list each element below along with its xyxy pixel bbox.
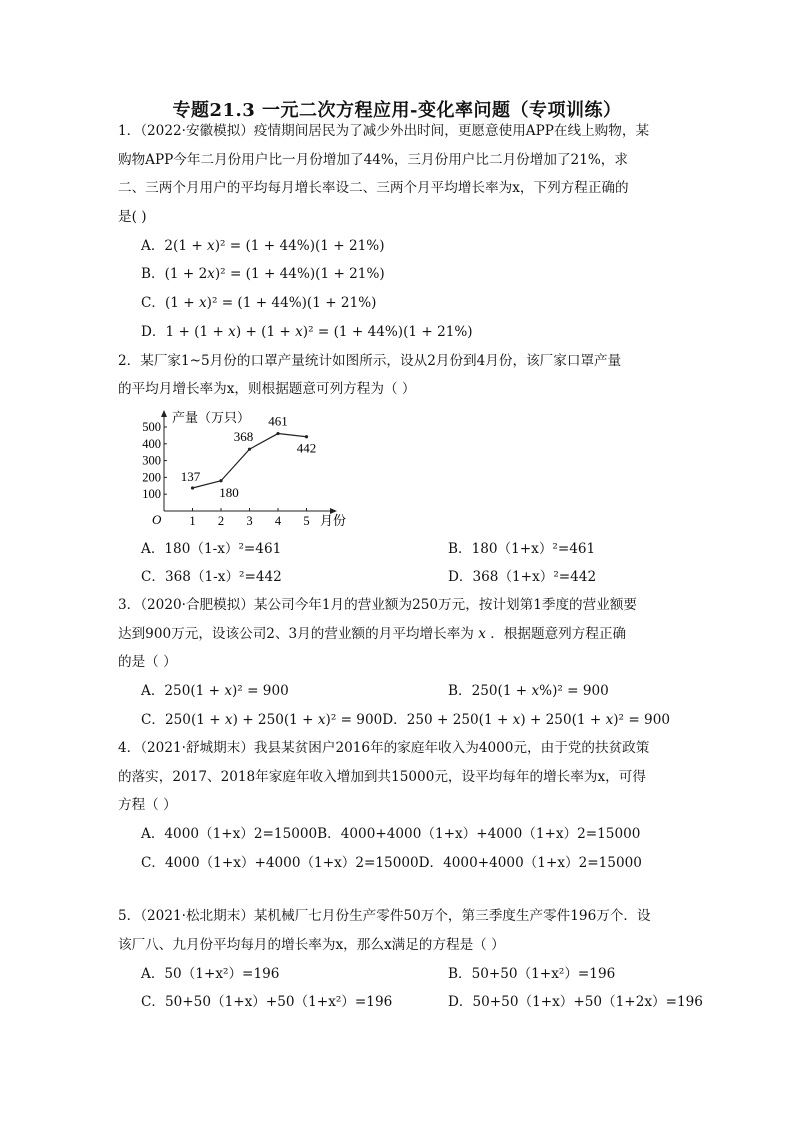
production-line-chart: [140, 408, 370, 533]
q2-line-2: 的平均月增长率为x，则根据题意可列方程为（ ）: [118, 381, 416, 397]
q5-option-d: D．50+50（1+x）+50（1+2x）=196: [448, 994, 703, 1010]
y-tick-label: 400: [142, 436, 161, 451]
chart-y-ticks: [142, 420, 167, 501]
x-tick-label: 2: [217, 514, 225, 528]
q5-option-b: B．50+50（1+x²）=196: [448, 966, 616, 982]
q3-option-a: A．250(1 + 𝑥)² = 900: [141, 683, 289, 699]
x-tick-label: 5: [303, 514, 310, 528]
data-point: [191, 486, 194, 489]
q4-option-c-d: C．4000（1+x）+4000（1+x）2=15000D．4000+4000（1+x）2=15000: [141, 855, 642, 871]
q5-option-c: C．50+50（1+x）+50（1+x²）=196: [141, 994, 393, 1010]
y-tick-label: 100: [142, 487, 161, 502]
q1-option-b: B．(1 + 2𝑥)² = (1 + 44%)(1 + 21%): [141, 266, 385, 282]
data-label: 368: [233, 429, 254, 445]
q4-line-3: 方程（ ）: [118, 797, 177, 813]
q3-line-3: 的是（ ）: [118, 654, 177, 670]
x-tick-label: 4: [274, 514, 282, 528]
chart-y-axis-label: 产量（万只）: [172, 410, 251, 425]
q1-line-4: 是( ): [118, 209, 147, 225]
data-label: 442: [296, 440, 317, 456]
q4-option-a-b: A．4000（1+x）2=15000B．4000+4000（1+x）+4000（1+x）2=15000: [141, 826, 641, 842]
q1-option-d: D．1 + (1 + 𝑥) + (1 + 𝑥)² = (1 + 44%)(1 + 21%): [141, 324, 473, 340]
q2-option-b: B．180（1+x）²=461: [448, 541, 596, 557]
q5-line-2: 该厂八、九月份平均每月的增长率为x，那么x满足的方程是（ ）: [118, 937, 505, 953]
q3-option-b: B．250(1 + 𝑥%)² = 900: [448, 683, 609, 699]
data-label: 461: [268, 413, 288, 429]
data-point: [219, 479, 222, 482]
data-point: [276, 432, 279, 435]
y-tick-label: 200: [142, 470, 161, 485]
q4-line-1: 4．（2021·舒城期末）我县某贫困户2016年的家庭年收入为4000元，由于党的扶贫政策: [118, 740, 650, 756]
chart-axes: [161, 410, 337, 514]
q3-line-2: 达到900万元，设该公司2、3月的营业额的月平均增长率为 𝑥 ．根据题意列方程正确: [118, 626, 627, 642]
y-axis-arrow: [161, 410, 167, 417]
data-point: [305, 435, 308, 438]
q2-option-d: D．368（1+x）²=442: [448, 569, 597, 585]
data-label: 137: [180, 468, 201, 484]
x-tick-label: 3: [246, 514, 253, 528]
y-tick-label: 300: [142, 453, 161, 468]
q1-line-3: 二、三两个月用户的平均每月增长率设二、三两个月平均增长率为x，下列方程正确的: [118, 180, 629, 196]
x-tick-label: 1: [189, 514, 196, 528]
q5-option-a: A．50（1+x²）=196: [141, 966, 280, 982]
page-title: 专题21.3 一元二次方程应用-变化率问题（专项训练）: [172, 100, 622, 121]
q5-line-1: 5．（2021·松北期末）某机械厂七月份生产零件50万个，第三季度生产零件196万个．设: [118, 908, 651, 924]
q1-option-c: C．(1 + 𝑥)² = (1 + 44%)(1 + 21%): [141, 295, 377, 311]
chart-data-labels: [181, 414, 317, 500]
q1-option-a: A．2(1 + 𝑥)² = (1 + 44%)(1 + 21%): [141, 238, 385, 254]
data-label: 180: [219, 484, 239, 500]
q3-line-1: 3．（2020·合肥模拟）某公司今年1月的营业额为250万元，按计划第1季度的营业额要: [118, 597, 638, 613]
q1-line-2: 购物APP今年二月份用户比一月份增加了44%，三月份用户比二月份增加了21%，求: [118, 152, 628, 168]
chart-origin-label: O: [152, 512, 162, 527]
q2-line-1: 2．某厂家1~5月份的口罩产量统计如图所示，设从2月份到4月份，该厂家口罩产量: [118, 353, 622, 369]
q4-line-2: 的落实，2017、2018年家庭年收入增加到共15000元，设平均每年的增长率为x，可得: [118, 769, 646, 785]
data-point: [248, 448, 251, 451]
chart-x-axis-label: 月份: [320, 513, 347, 528]
q2-option-a: A．180（1-x）²=461: [141, 541, 282, 557]
q1-line-1: 1．（2022·安徽模拟）疫情期间居民为了减少外出时间，更愿意使用APP在线上购物，某: [118, 123, 650, 139]
q3-option-c-d: C．250(1 + 𝑥) + 250(1 + 𝑥)² = 900D．250 + 250(1 + 𝑥) + 250(1 + 𝑥)² = 900: [141, 712, 670, 728]
y-tick-label: 500: [142, 420, 161, 434]
q2-option-c: C．368（1-x）²=442: [141, 569, 282, 585]
